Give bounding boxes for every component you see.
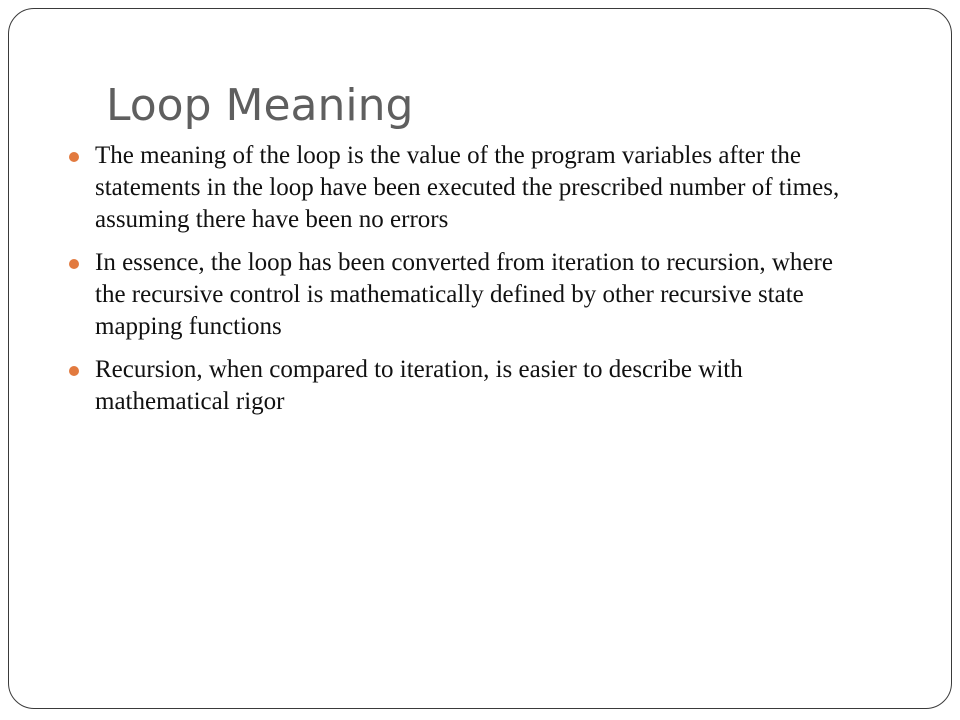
bullet-text: The meaning of the loop is the value of the program variables after the statements in the loop have been executed the prescribed number of times, assuming there have been no errors [95,142,840,233]
bullet-text: In essence, the loop has been converted from iteration to recursion, where the recursive control is mathematically defined by other recursive state mapping functions [95,249,833,340]
bullet-dot-icon [69,152,79,162]
bullet-dot-icon [69,259,79,269]
bullet-dot-icon [69,366,79,376]
bullet-list [64,140,864,429]
bullet-item [64,354,864,418]
bullet-item [64,247,864,343]
bullet-item [64,140,864,236]
slide-title: Loop Meaning [106,80,414,131]
bullet-text: Recursion, when compared to iteration, is easier to describe with mathematical rigor [95,356,743,415]
